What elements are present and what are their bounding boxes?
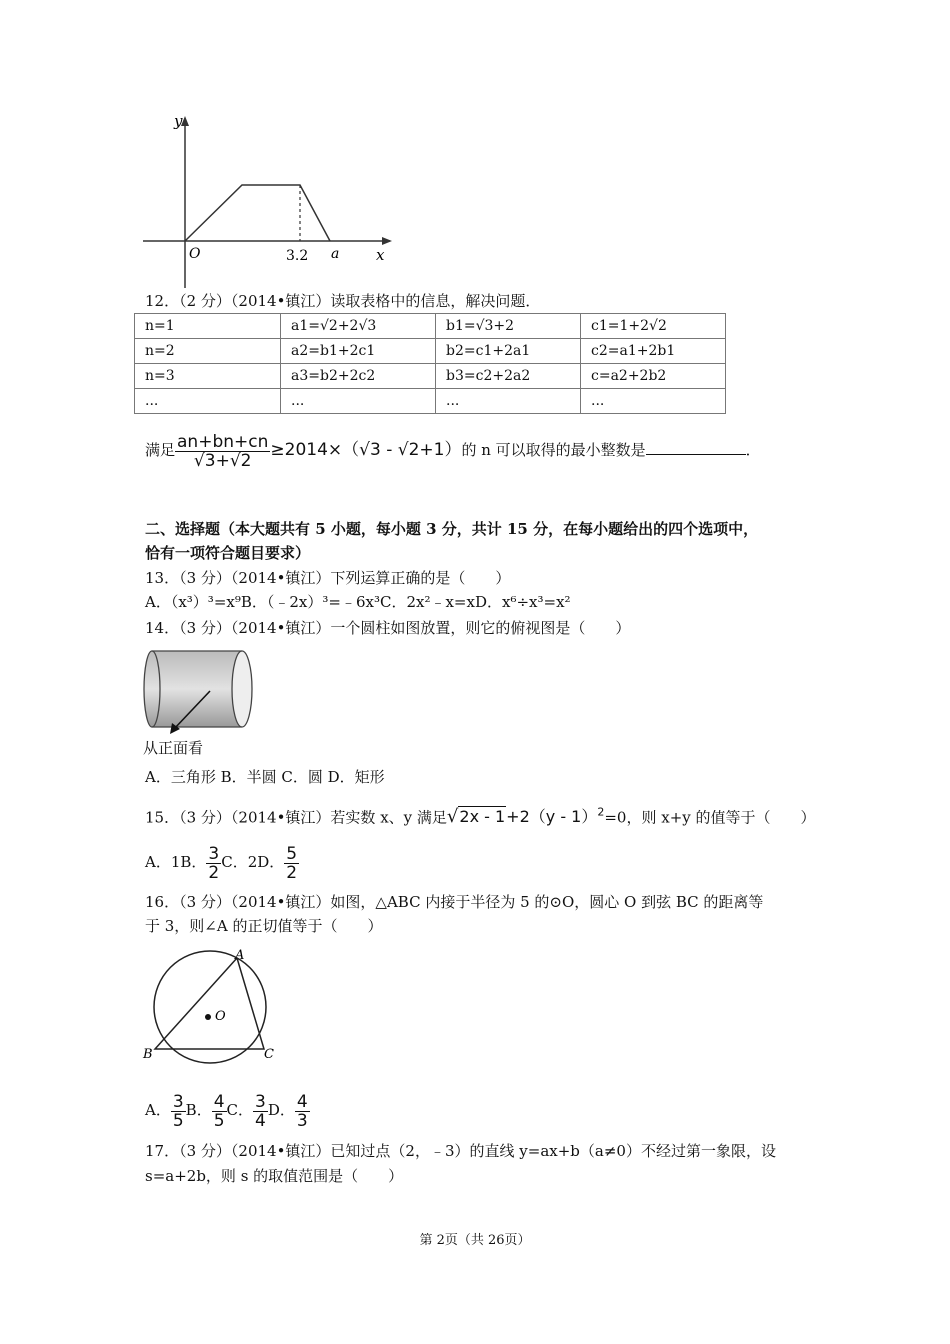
- table-row: [135, 364, 726, 389]
- q12-condition: [145, 430, 761, 470]
- q16-opt-a: A．: [145, 1101, 171, 1119]
- q15-opt-c: C．2D．: [221, 853, 285, 871]
- frac-numerator: an+bn+cn: [177, 431, 269, 452]
- fraction-3-4: [253, 1093, 268, 1130]
- fraction-4-5: [212, 1093, 227, 1130]
- q16-stem-line2: 于 3，则∠A 的正切值等于（ ）: [145, 917, 383, 935]
- table-cell: c2=a1+2b1: [581, 339, 726, 364]
- y-axis-label: y: [174, 112, 183, 130]
- q15-options: [145, 842, 299, 882]
- square-expression: +2（y - 1）: [506, 807, 598, 827]
- q17-stem-line2: s=a+2b，则 s 的取值范围是（ ）: [145, 1167, 404, 1185]
- fraction-4-3: [295, 1093, 310, 1130]
- label-C: C: [264, 1047, 274, 1062]
- inequality: ≥2014×（√3 - √2+1）: [270, 440, 462, 460]
- q15-stem: 15．（3 分）（2014•镇江）若实数 x、y 满足√2x - 1+2（y - 1）$^2$=0，则 x+y 的值等于（ ）: [145, 806, 816, 828]
- table-cell: ...: [581, 389, 726, 414]
- frac-denominator: 5: [172, 1110, 184, 1131]
- table-cell: ...: [135, 389, 281, 414]
- cond-prefix: 满足: [145, 441, 176, 459]
- q16-stem-line1: 16．（3 分）（2014•镇江）如图，△ABC 内接于半径为 5 的⊙O，圆心 O 到弦 BC 的距离等: [145, 893, 764, 911]
- q12-stem: 12．（2 分）（2014•镇江）读取表格中的信息，解决问题．: [145, 292, 541, 310]
- q15-stem-post: =0，则 x+y 的值等于（ ）: [604, 808, 816, 827]
- table-cell: a1=√2+2√3: [281, 314, 436, 339]
- q15-opt-a: A．1B．: [145, 853, 207, 871]
- sqrt-expression: 2x - 1: [459, 807, 506, 827]
- x-axis-label: x: [376, 246, 385, 264]
- fraction-5-2: [284, 845, 299, 882]
- frac-denominator: 2: [208, 862, 220, 883]
- q17-stem-line1: 17．（3 分）（2014•镇江）已知过点（2，﹣3）的直线 y=ax+b（a≠0）不经过第一象限，设: [145, 1142, 776, 1160]
- table-cell: n=1: [135, 314, 281, 339]
- frac-numerator: 4: [296, 1091, 308, 1112]
- tick-3-2: 3.2: [286, 248, 309, 264]
- page-footer: 第 2页（共 26页）: [419, 1233, 531, 1248]
- table-cell: ...: [281, 389, 436, 414]
- table-cell: ...: [436, 389, 581, 414]
- q12-table: [134, 313, 726, 414]
- table-cell: b1=√3+2: [436, 314, 581, 339]
- cond-fraction: [175, 433, 270, 470]
- circle-triangle-figure: [140, 945, 290, 1065]
- table-cell: c=a2+2b2: [581, 364, 726, 389]
- table-row: [135, 339, 726, 364]
- q14-stem: 14．（3 分）（2014•镇江）一个圆柱如图放置，则它的俯视图是（ ）: [145, 619, 631, 637]
- exponent: 2: [597, 806, 605, 819]
- section2-title-line2: 恰有一项符合题目要求）: [145, 544, 311, 562]
- fraction-3-5: [171, 1093, 186, 1130]
- frac-denominator: 2: [286, 862, 298, 883]
- table-cell: n=2: [135, 339, 281, 364]
- table-row: [135, 314, 726, 339]
- origin-label: O: [189, 246, 201, 262]
- q16-opt-b: B．: [185, 1101, 212, 1119]
- cylinder-caption: 从正面看: [143, 739, 204, 757]
- answer-blank[interactable]: [646, 440, 746, 455]
- frac-numerator: 3: [172, 1091, 184, 1112]
- frac-denominator: 3: [296, 1110, 308, 1131]
- section2-title-line1: 二、选择题（本大题共有 5 小题，每小题 3 分，共计 15 分，在每小题给出的四个选项中，: [145, 520, 759, 538]
- q15-stem-pre: 15．（3 分）（2014•镇江）若实数 x、y 满足: [145, 808, 447, 827]
- cond-suffix: 的 n 可以取得的最小整数是: [461, 441, 646, 459]
- label-A: A: [235, 948, 245, 963]
- q16-opt-c: C．: [226, 1101, 254, 1119]
- frac-numerator: 4: [213, 1091, 225, 1112]
- table-row: [135, 389, 726, 414]
- table-cell: a3=b2+2c2: [281, 364, 436, 389]
- frac-numerator: 3: [208, 843, 220, 864]
- table-cell: n=3: [135, 364, 281, 389]
- frac-denominator: 4: [255, 1110, 266, 1131]
- period: ．: [745, 441, 761, 459]
- tick-a: a: [331, 246, 340, 262]
- label-B: B: [143, 1047, 153, 1062]
- frac-denominator: √3+√2: [193, 450, 252, 471]
- table-cell: b2=c1+2a1: [436, 339, 581, 364]
- table-cell: c1=1+2√2: [581, 314, 726, 339]
- frac-denominator: 5: [213, 1110, 225, 1131]
- q13-stem: 13．（3 分）（2014•镇江）下列运算正确的是（ ）: [145, 569, 511, 587]
- q13-options: A．（x³）³=x⁹B．（﹣2x）³=﹣6x³C．2x²﹣x=xD．x⁶÷x³=x²: [145, 593, 571, 611]
- label-O: O: [215, 1009, 226, 1024]
- q16-opt-d: D．: [267, 1101, 295, 1119]
- q14-options: A．三角形 B．半圆 C．圆 D．矩形: [145, 768, 385, 786]
- cylinder-figure: [140, 645, 260, 735]
- q16-options: [145, 1090, 310, 1130]
- frac-numerator: 3: [255, 1091, 266, 1112]
- table-cell: b3=c2+2a2: [436, 364, 581, 389]
- function-graph: [140, 110, 400, 290]
- frac-numerator: 5: [286, 843, 298, 864]
- table-cell: a2=b1+2c1: [281, 339, 436, 364]
- fraction-3-2: [206, 845, 221, 882]
